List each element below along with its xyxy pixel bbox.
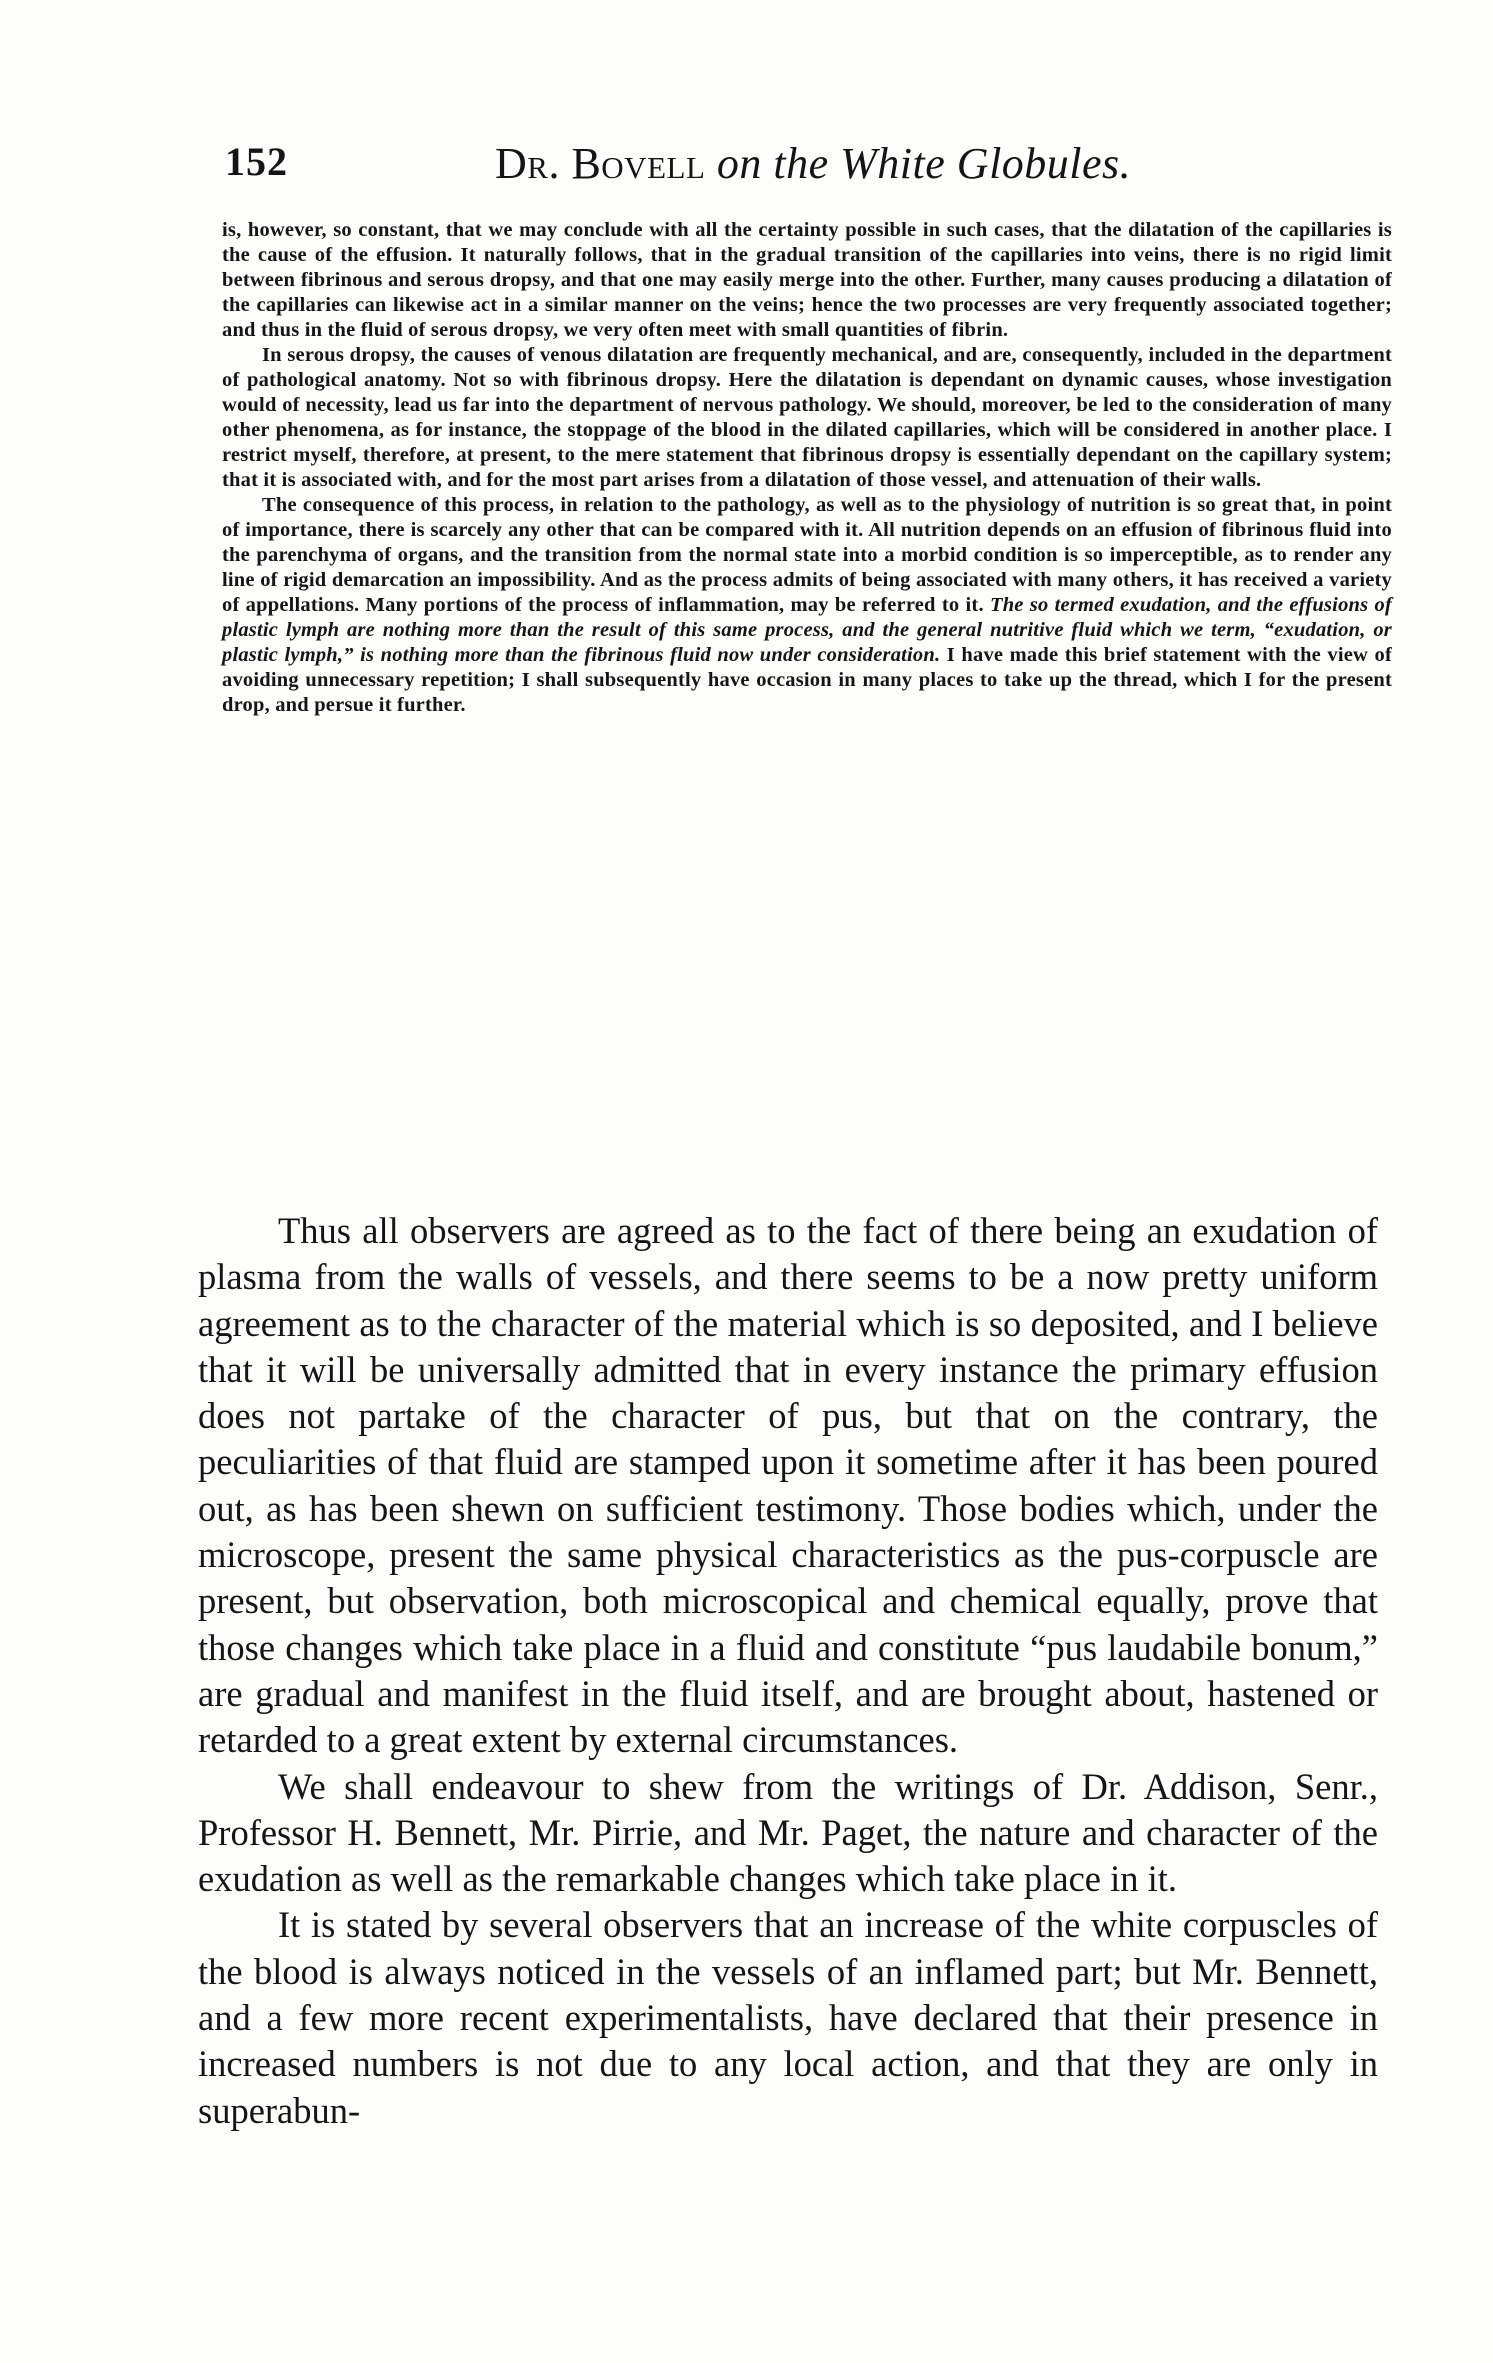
body-paragraph-3: It is stated by several observers that an increase of the white corpuscles of the blood is always noticed in the vessels of an inflamed part; but Mr. Bennett, and a few more recent experimentalists, have declared that their presence in increased numbers is not due to any local action, and that they are only in superabun- — [198, 1904, 1378, 2131]
quote-paragraph-3-ending: I have made this brief statement with the view of avoiding unnecessary repetition; I shall subsequently have occasion in many places to take up the thread, which I for the present drop, and persue it further. — [222, 644, 1392, 716]
quote-paragraph-1: is, however, so constant, that we may conclude with all the certainty possible in such cases, that the dilatation of the capillaries is the cause of the effusion. It naturally follows, that in the gradual transition of the capillaries into veins, there is no rigid limit between fibrinous and serous dropsy, and that one may easily merge into the other. Further, many causes producing a dilatation of the capillaries can likewise act in a similar manner on the veins; hence the two processes are very frequently associated together; and thus in the fluid of serous dropsy, we very often meet with small quantities of fibrin. — [222, 219, 1392, 341]
running-title-topic: White Globules. — [840, 139, 1132, 188]
running-title — [495, 138, 1131, 189]
quote-paragraph-3-italic: The so termed exudation, and the effusions of plastic lymph are nothing more than the result of this same process, and the general nutritive fluid which we term, “exudation, or plastic lymph,” is nothing more than the fibrinous fluid now under consideration. — [222, 594, 1392, 666]
quoted-passage — [222, 218, 1392, 718]
quote-paragraph-3-text: The consequence of this process, in relation to the pathology, as well as to the physiology of nutrition is so great that, in point of importance, there is scarcely any other that can be compared with it. All nutrition depends on an effusion of fibrinous fluid into the parenchyma of organs, and the transition from the normal state into a morbid condition is so imperceptible, as to render any line of rigid demarcation an impossibility. And as the process admits of being associated with many others, it has received a variety of appellations. Many portions of the process of inflammation, may be referred to it. — [222, 494, 1392, 616]
quote-paragraph-3 — [222, 493, 1392, 718]
body-paragraph-2: We shall endeavour to shew from the writings of Dr. Addison, Senr., Professor H. Bennett, Mr. Pirrie, and Mr. Paget, the nature and character of the exudation as well as the remarkable changes which take place in it. — [198, 1765, 1378, 1900]
running-head — [205, 138, 1375, 198]
body-paragraph-1: Thus all observers are agreed as to the fact of there being an exudation of plasma from the walls of vessels, and there seems to be a now pretty uniform agreement as to the character of the material which is so deposited, and I believe that it will be universally admitted that in every instance the primary effusion does not partake of the character of pus, but that on the contrary, the peculiarities of that fluid are stamped upon it sometime after it has been poured out, as has been shewn on sufficient testimony. Those bodies which, under the microscope, present the same physical characteristics as the pus-corpuscle are present, but observation, both microscopical and chemical equally, prove that those changes which take place in a fluid and constitute “pus laudabile bonum,” are gradual and manifest in the fluid itself, and are brought about, hastened or retarded to a great extent by external circumstances. — [198, 1210, 1378, 1761]
quote-paragraph-2: In serous dropsy, the causes of venous dilatation are frequently mechanical, and are, consequently, included in the department of pathological anatomy. Not so with fibrinous dropsy. Here the dilatation is dependant on dynamic causes, whose investigation would of necessity, lead us far into the department of nervous pathology. We should, moreover, be led to the consideration of many other phenomena, as for instance, the stoppage of the blood in the dilated capillaries, which will be considered in another place. I restrict myself, therefore, at present, to the mere statement that fibrinous dropsy is essentially dependant on the capillary system; that it is associated with, and for the most part arises from a dilatation of those vessel, and attenuation of their walls. — [222, 344, 1392, 491]
running-title-connector: on the — [705, 139, 841, 188]
main-text — [198, 1208, 1378, 2134]
page-number: 152 — [225, 139, 288, 184]
running-title-author: Dr. Bovell — [495, 139, 706, 188]
